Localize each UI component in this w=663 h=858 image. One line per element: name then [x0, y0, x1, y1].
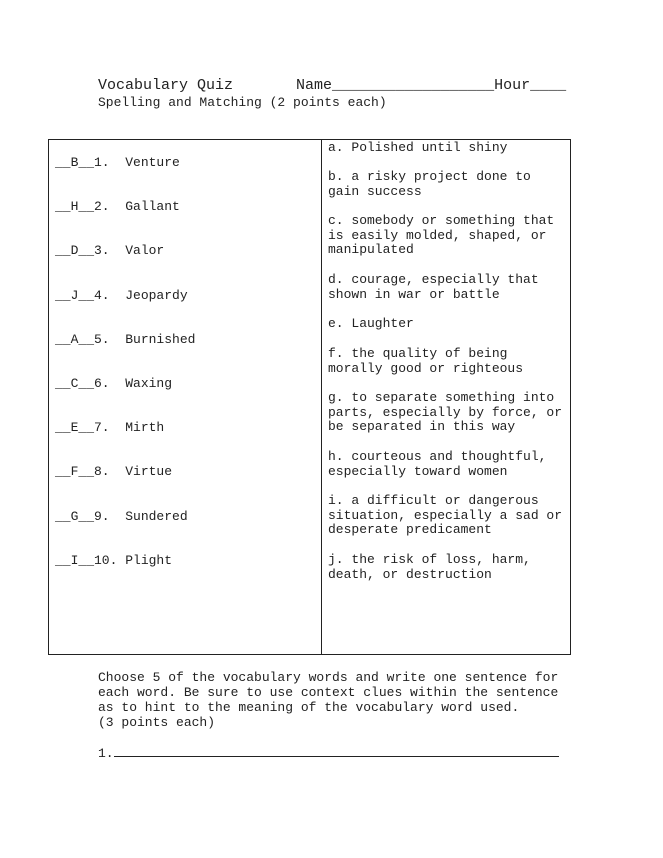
matching-table	[48, 139, 571, 655]
definition-e: e. Laughter	[328, 316, 414, 331]
match-word-virtue[interactable]: __F__8. Virtue	[55, 464, 173, 479]
quiz-subtitle: Spelling and Matching (2 points each)	[98, 95, 387, 110]
quiz-header-line	[98, 77, 566, 95]
definition-b: b. a risky project done to gain success	[328, 169, 531, 199]
name-field[interactable]: Name__________________	[296, 77, 495, 94]
match-word-burnished[interactable]: __A__5. Burnished	[55, 332, 196, 347]
match-word-waxing[interactable]: __C__6. Waxing	[55, 376, 173, 391]
definition-j: j. the risk of loss, harm, death, or destruction	[328, 552, 531, 582]
definition-f: f. the quality of being morally good or righteous	[328, 346, 524, 376]
definition-i: i. a difficult or dangerous situation, especially a sad or desperate predicament	[328, 493, 563, 538]
match-word-gallant[interactable]: __H__2. Gallant	[55, 199, 180, 214]
match-word-valor[interactable]: __D__3. Valor	[55, 243, 165, 258]
match-word-plight[interactable]: __I__10. Plight	[55, 553, 173, 568]
sentence-1-blank[interactable]	[114, 745, 559, 757]
instructions-text: Choose 5 of the vocabulary words and write one sentence for each word. Be sure to use context clues within the sentence as to hint to the meaning of the vocabulary word used.	[98, 670, 559, 715]
definition-d: d. courage, especially that shown in war or battle	[328, 272, 539, 302]
sentence-1-number: 1.	[98, 746, 114, 761]
instructions-points: (3 points each)	[98, 715, 216, 730]
definition-g: g. to separate something into parts, especially by force, or be separated in this way	[328, 390, 563, 435]
column-divider	[321, 140, 322, 654]
definition-h: h. courteous and thoughtful, especially toward women	[328, 449, 547, 479]
definition-a: a. Polished until shiny	[328, 140, 508, 155]
sentence-instructions	[98, 670, 568, 730]
sentence-1-line[interactable]	[98, 745, 559, 761]
match-word-mirth[interactable]: __E__7. Mirth	[55, 420, 165, 435]
match-word-sundered[interactable]: __G__9. Sundered	[55, 509, 188, 524]
definition-c: c. somebody or something that is easily molded, shaped, or manipulated	[328, 213, 555, 258]
hour-field[interactable]: Hour____	[494, 77, 567, 94]
quiz-title: Vocabulary Quiz	[98, 77, 234, 94]
match-word-venture[interactable]: __B__1. Venture	[55, 155, 180, 170]
match-word-jeopardy[interactable]: __J__4. Jeopardy	[55, 288, 188, 303]
